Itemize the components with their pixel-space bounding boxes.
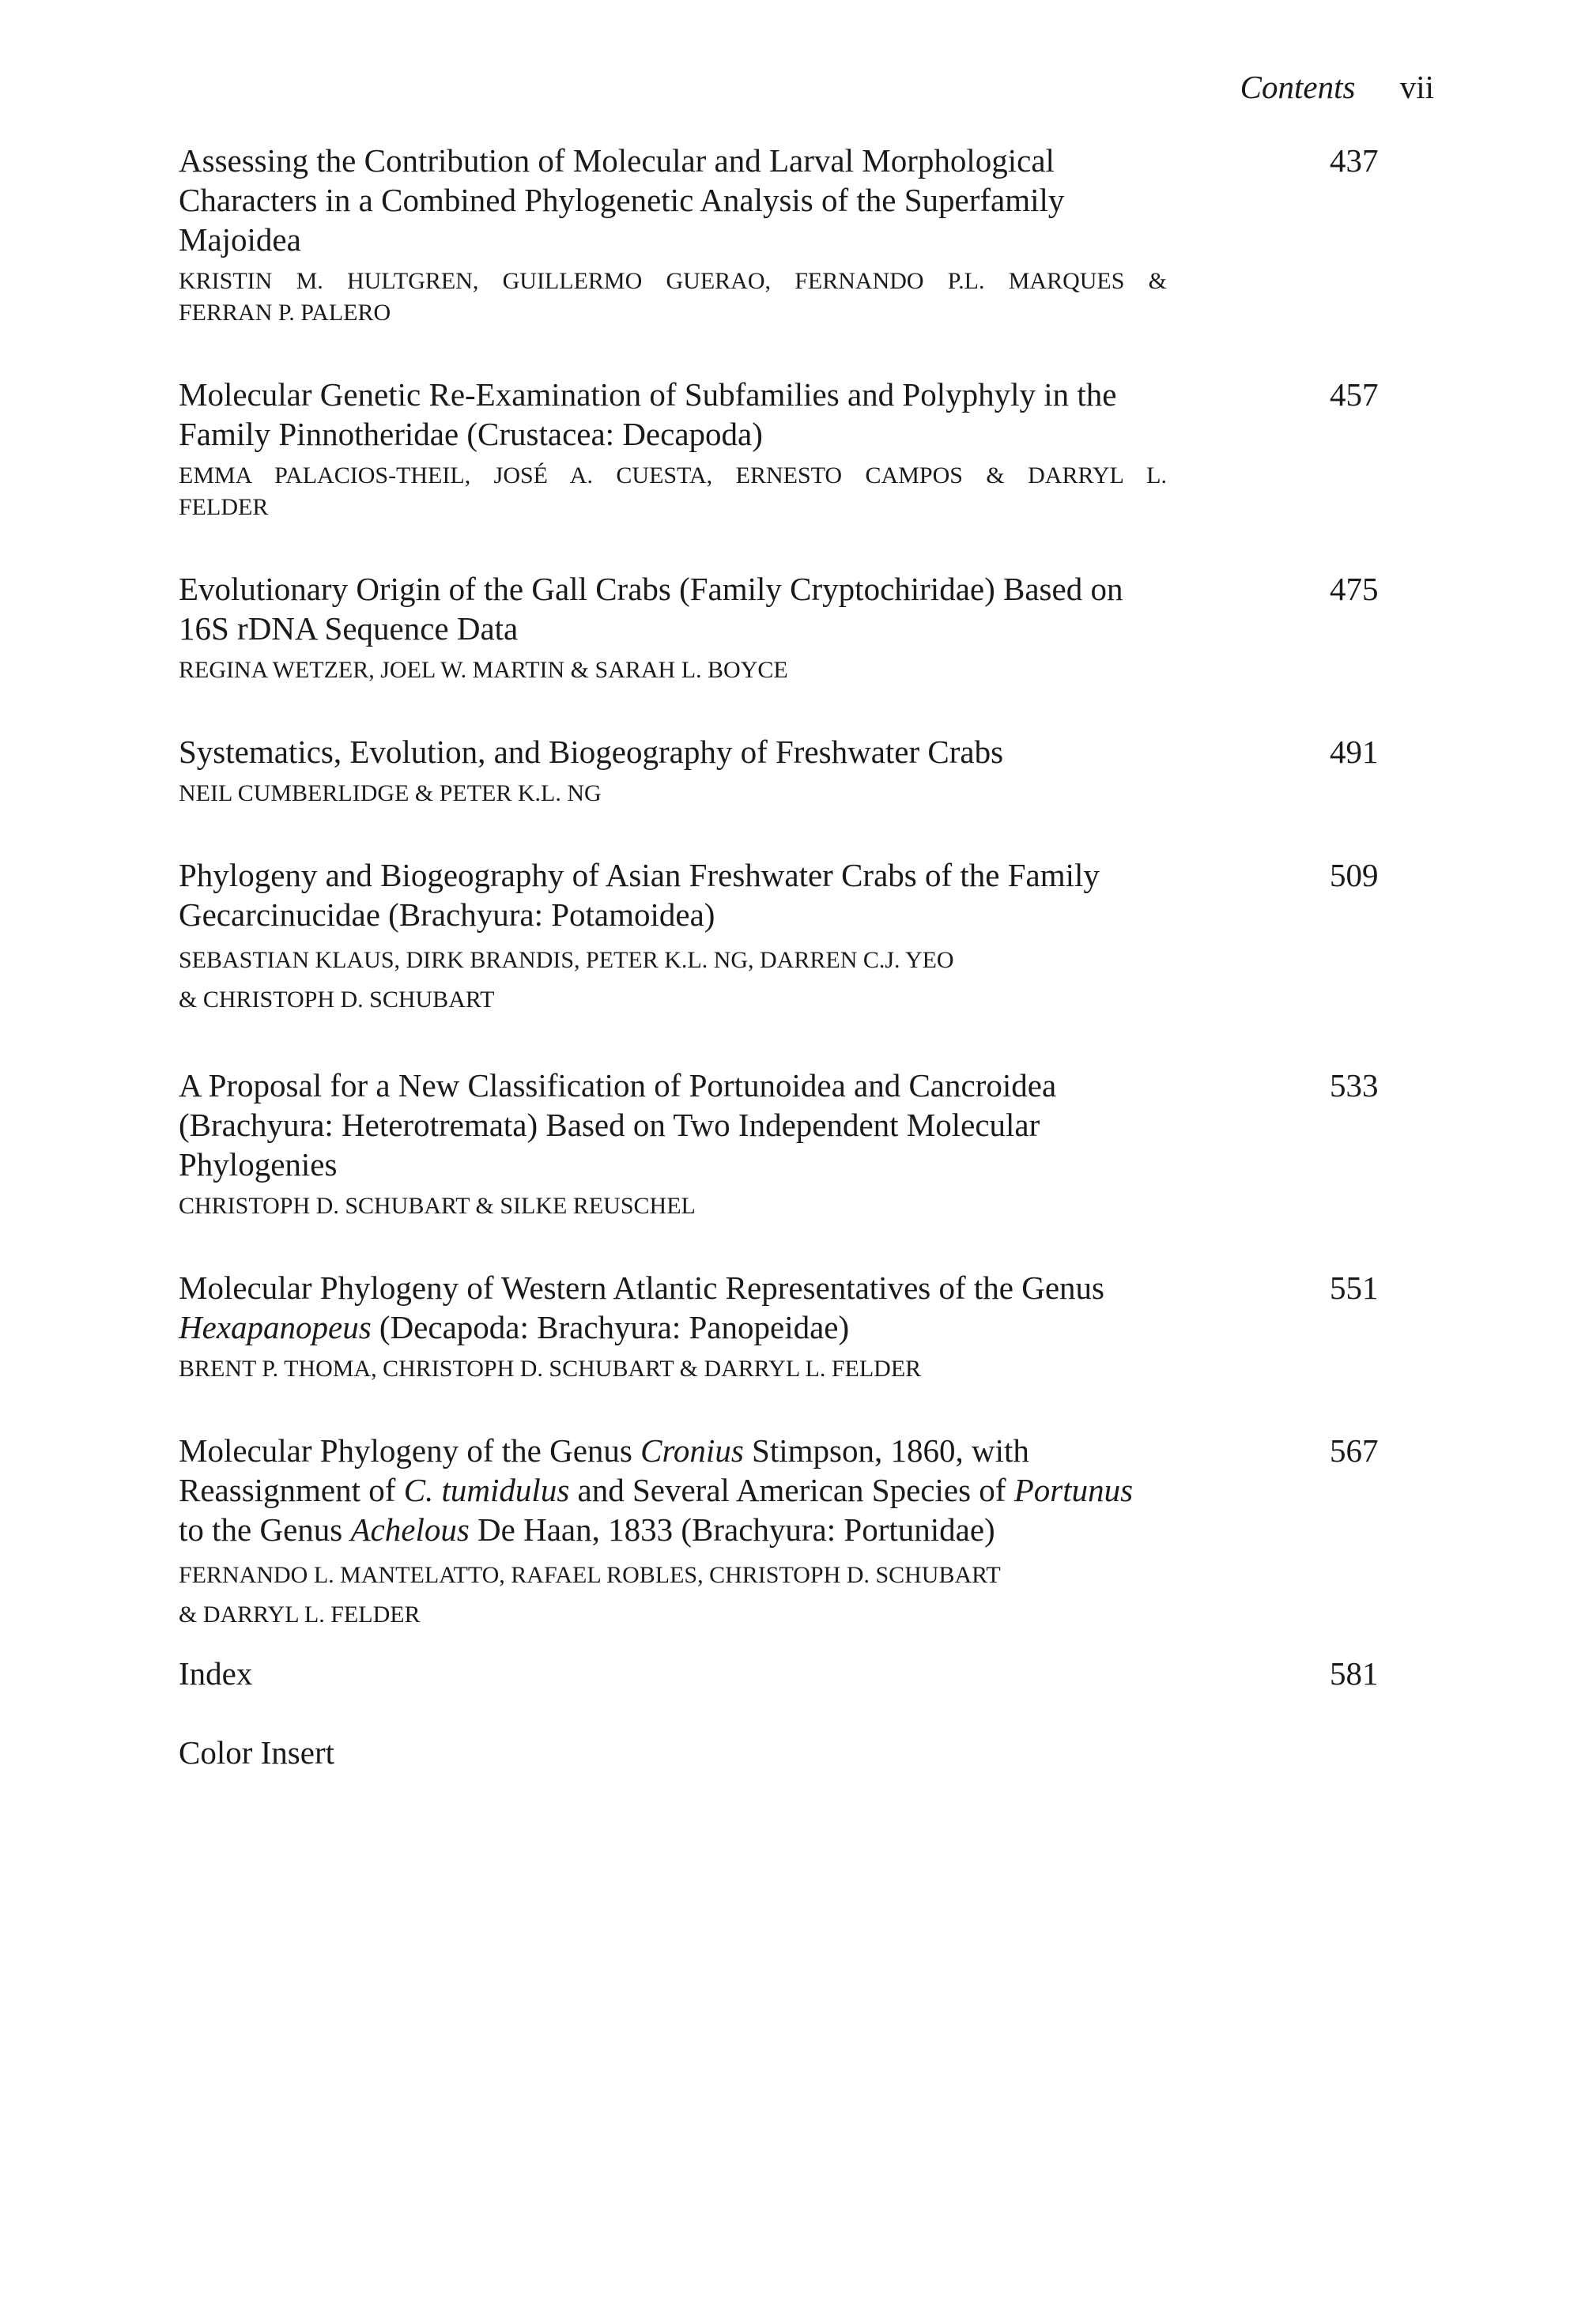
toc-entry-page: 567 [1330,1432,1379,1469]
index-label: Index [179,1655,253,1692]
title-line: Characters in a Combined Phylogenetic Analysis of the Superfamily [179,182,1065,218]
toc-entry-page: 533 [1330,1067,1379,1104]
toc-entry [179,141,1428,329]
author-line: EMMA PALACIOS-THEIL, JOSÉ A. CUESTA, ERNESTO CAMPOS & DARRYL L. [179,462,1167,489]
title-line [179,1510,1206,1549]
author-line: FERRAN P. PALERO [179,300,391,326]
running-head [1240,66,1434,108]
toc-entry-authors [179,460,1167,523]
running-head-page-number: vii [1399,69,1434,105]
toc-entry-authors [179,1190,1167,1222]
toc-entry-page: 457 [1330,376,1379,413]
genus-name-italic: Cronius [640,1432,744,1469]
title-line: Majoidea [179,221,301,258]
color-insert-label: Color Insert [179,1734,334,1771]
toc-entry-title [179,375,1181,454]
title-line-text: Molecular Phylogeny of the Genus [179,1432,641,1469]
toc-entry [179,855,1428,1020]
index-page: 581 [1330,1655,1379,1692]
title-line-text: to the Genus [179,1511,351,1548]
toc-entry-authors [179,1556,1167,1635]
toc-color-insert-entry [179,1733,1428,1772]
author-line: & DARRYL L. FELDER [179,1602,421,1628]
title-line-text: (Decapoda: Brachyura: Panopeidae) [371,1309,850,1345]
running-head-title: Contents [1240,69,1356,105]
title-line: Phylogenies [179,1146,338,1183]
title-line: (Brachyura: Heterotremata) Based on Two Independent Molecular [179,1107,1040,1143]
author-line: FERNANDO L. MANTELATTO, RAFAEL ROBLES, CHRISTOPH D. SCHUBART [179,1562,1001,1588]
title-line: Family Pinnotheridae (Crustacea: Decapoda) [179,416,763,452]
title-line [179,1470,1206,1510]
toc-entry-title [179,1268,1181,1347]
title-line-text: Stimpson, 1860, with [743,1432,1029,1469]
toc-entry-page: 475 [1330,571,1379,607]
title-line-text: and Several American Species of [569,1472,1014,1508]
title-line: Molecular Genetic Re-Examination of Subfamilies and Polyphyly in the [179,376,1117,413]
toc-entry-title [179,141,1181,259]
genus-name-italic: Achelous [350,1511,470,1548]
toc-entry [179,1066,1428,1222]
toc-index-entry [179,1654,1428,1693]
species-name-italic: C. tumidulus [403,1472,570,1508]
title-line [179,1431,1206,1470]
title-line: Molecular Phylogeny of Western Atlantic Representatives of the Genus [179,1270,1104,1306]
author-line: SEBASTIAN KLAUS, DIRK BRANDIS, PETER K.L. NG, DARREN C.J. YEO [179,947,954,973]
author-line: KRISTIN M. HULTGREN, GUILLERMO GUERAO, FERNANDO P.L. MARQUES & [179,268,1167,294]
toc-entry-title [179,732,1181,772]
toc-entry-title [179,1431,1206,1549]
toc-entry-authors [179,1353,1167,1385]
toc-entry [179,1431,1428,1635]
toc-entry [179,732,1428,809]
title-line-text: De Haan, 1833 (Brachyura: Portunidae) [469,1511,995,1548]
toc-entry [179,569,1428,686]
title-line: Gecarcinucidae (Brachyura: Potamoidea) [179,896,715,933]
title-line: 16S rDNA Sequence Data [179,610,519,647]
toc-entry-page: 491 [1330,734,1379,770]
title-line [179,1307,1181,1347]
author-line: NEIL CUMBERLIDGE & PETER K.L. NG [179,780,602,806]
back-matter-entries [179,1654,1428,1812]
title-line: Phylogeny and Biogeography of Asian Freshwater Crabs of the Family [179,857,1100,893]
toc-entry-authors [179,266,1167,329]
toc-entry-page: 437 [1330,142,1379,179]
toc-entry-authors [179,778,1167,809]
toc-entry-page: 551 [1330,1270,1379,1306]
author-line: CHRISTOPH D. SCHUBART & SILKE REUSCHEL [179,1193,696,1219]
toc-entry-page: 509 [1330,857,1379,893]
toc-entry-title [179,1066,1181,1184]
title-line: Assessing the Contribution of Molecular and Larval Morphological [179,142,1055,179]
author-line: FELDER [179,494,269,520]
title-line: Systematics, Evolution, and Biogeography of Freshwater Crabs [179,734,1004,770]
author-line: REGINA WETZER, JOEL W. MARTIN & SARAH L. BOYCE [179,657,788,683]
toc-entry [179,375,1428,523]
author-line: BRENT P. THOMA, CHRISTOPH D. SCHUBART & DARRYL L. FELDER [179,1356,922,1382]
toc-entry-authors [179,655,1167,686]
title-line: A Proposal for a New Classification of Portunoidea and Cancroidea [179,1067,1057,1104]
toc-entry [179,1268,1428,1385]
genus-name-italic: Hexapanopeus [179,1309,372,1345]
author-line: & CHRISTOPH D. SCHUBART [179,987,495,1013]
title-line-text: Reassignment of [179,1472,404,1508]
toc-entry-authors [179,941,1167,1020]
title-line: Evolutionary Origin of the Gall Crabs (Family Cryptochiridae) Based on [179,571,1123,607]
toc-entry-title [179,569,1181,648]
table-of-contents [179,141,1428,1681]
toc-entry-title [179,855,1181,934]
genus-name-italic: Portunus [1013,1472,1134,1508]
